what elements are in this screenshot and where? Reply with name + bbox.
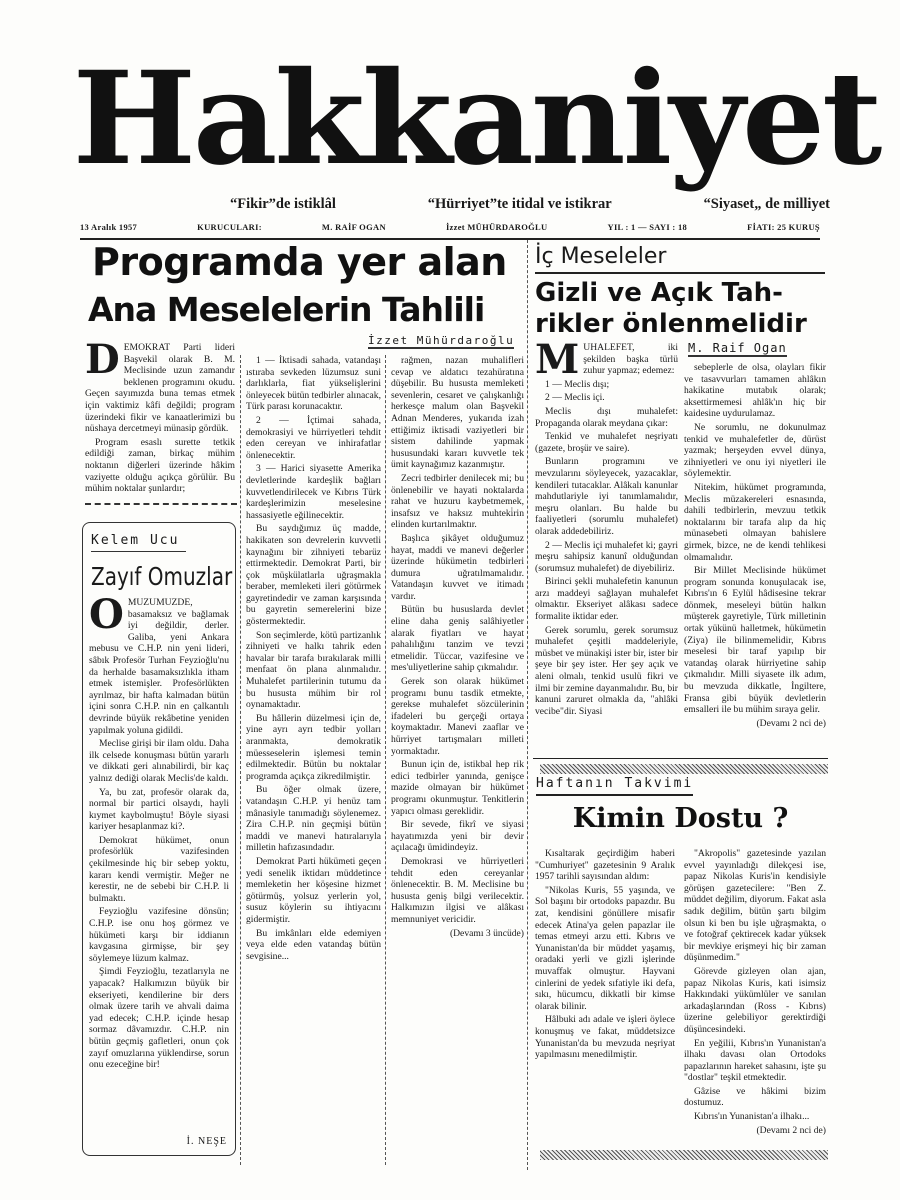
continued-note: (Devamı 2 nci de) [756, 1124, 826, 1136]
paragraph: Gerek son olarak hükümet programı bunu tasdik etmekte, gerekse muhalefet sözcülerinin ifadeleri bu gerçeği ortaya koymaktadır. Manevi zaaflar ve hürriyet tartışmaları milleti yormaktadır. [391, 676, 524, 757]
column-rule [527, 240, 528, 1170]
divider [85, 503, 237, 505]
takvim-headline: Kimin Dostu ? [572, 803, 789, 834]
paragraph: 2 — İçtimai sahada, demokrasiyi ve hürriyetleri tehdit eden cereyan ve inhirafatlar önlenecektir. [246, 414, 381, 461]
paragraph: Bu öğer olmak üzere, vatandaşın C.H.P. yi henüz tam mânasiyle tanımadığı söylenemez. Zira C.H.P. nin geçmişi bütün maddi ve manevi hatıralarıyla milletin hafızasındadır. [246, 784, 381, 854]
paragraph: Nitekim, hükümet programında, Meclis müzakereleri esnasında, dahili tedbirlerin, mevzuu tetkik noktalarını bir tarafa alıp da hiç münasebeti olmayan bahislere girmek, bizce, ne de kendi tehlikesi olmamalıdır. [684, 481, 826, 563]
slogan: “Siyaset„ de milliyet [703, 196, 830, 212]
section-label: Kelem Ucu [91, 533, 186, 552]
right-headline-line1: Gizli ve Açık Tah- [535, 278, 783, 308]
right-column-1 [535, 342, 678, 755]
paragraph: Tenkid ve muhalefet neşriyatı (gazete, broşür ve saire). [535, 431, 678, 454]
paragraph: UHALEFET, iki şekilden başka türlü zuhur yapmaz; edemez: [583, 342, 678, 377]
masthead-title: Hakkaniyet [72, 44, 880, 194]
column-rule [240, 355, 241, 1165]
founders-label: KURUCULARI: [197, 222, 262, 232]
paragraph: Meclise girişi bir ilam oldu. Daha ilk celsede konuşması bütün yararlı ve dikkati geri alınabilirdi, bir kaç yalnız dediği olarak Meclis'de kaldı. [89, 738, 229, 784]
issue-number: YIL : 1 — SAYI : 18 [607, 222, 688, 232]
slogan: “Hürriyet”te itidal ve istikrar [427, 196, 612, 212]
paragraph: Son seçimlerde, kötü partizanlık zihniyeti ve halkı tahrik eden havalar bir tarafa bırakılarak milli menfaat ön plana alınmalıdır. Muhalefet partilerinin tutumu da bu hususta mühim bir rol oynamaktadır. [246, 629, 381, 711]
paragraph: Birinci şekli muhalefetin kanunun arzı maddeyi sağlayan muhalefet olmaktır. Ekseriyet alâkası sadece formalite iktidar eder. [535, 576, 678, 623]
lead-column-1 [85, 342, 235, 502]
paragraph: Ne sorumlu, ne dokunulmaz tenkid ve muhalefetler de, dürüst yazmak; herşeyden evvel dünya, zihniyetleri ve onu iyi niyetleri ile söylemektir. [684, 421, 826, 480]
price: FİATI: 25 KURUŞ [747, 222, 820, 232]
paragraph: Bu hâllerin düzelmesi için de, yine ayrı ayrı tedbir yolları aranmakta, demokratik müesseselerin işlemesi temin edilmektedir. Bütün bu noktalar programda açıkça zikredilmiştir. [246, 712, 381, 782]
continued-note: (Devamı 3 üncüde) [449, 927, 524, 939]
paragraph: Demokrasi ve hürriyetleri tehdit eden cereyanlar önlenecektir. B. M. Meclisine bu hususta geniş bilgi verilecektir. Halkımızın ilgisi ve alâkası memnuniyet vericidir. [391, 855, 524, 925]
info-row [80, 222, 820, 240]
takvim-column-2 [684, 848, 826, 1148]
lead-column-2 [246, 355, 381, 1165]
paragraph: Bütün bu hususlarda devlet eline daha geniş salâhiyetler alarak fiyatları ve hayat pahalılığını tanzim ve tevzi etmelidir. Tüccar, vazifesine ve mes'uliyetlerine sahip çıkmalıdır. [391, 604, 524, 674]
paragraph: Bunların programını ve mevzularını söyleyecek, yazacaklar, kendileri tutacaklar. Alâkalı kanunlar mahdutlariyle iyi tanımlamalıdır, meşru olanları. Bu halde bu faaliyetleri (sorumlu muhalefet) olarak addedebiliriz. [535, 456, 678, 537]
paragraph: 2 — Meclis içi. [545, 392, 605, 404]
lead-byline: İzzet Mühürdaroğlu [368, 334, 515, 347]
paragraph: Bu imkânları elde edemiyen veya elde eden vatandaş bütün sevgisine... [246, 927, 381, 962]
paragraph: Bunun için de, istikbal hep rik edici tedbirler yanında, genişce mazide olmayan bir hükümet programı okunmuştur. Tenkitlerin yapıcı olması gereklidir. [391, 759, 524, 817]
founder: M. RAİF OGAN [321, 222, 386, 232]
column-rule [385, 355, 386, 1165]
paragraph: Bir sevede, fikrî ve siyasi hayatımızda yeni bir devir açılacağı ümidindeyiz. [391, 819, 524, 854]
lead-headline-line1: Programda yer alan [92, 240, 507, 284]
paragraph: Demokrat hükümet, onun profesörlük vazifesinden çekilmesinde hiç bir sebep yoktu, kararı kendi vermiştir. Meğer ne kerestir, ne de sebebi bir C.H.P. li bulmaktı. [89, 834, 229, 904]
paragraph: Demokrat Parti hükümeti geçen yedi senelik iktidarı müddetince memleketin her köşesine hizmet götürmüş, yolsuz yerlerin yol, susuz köylerin su ihtiyacını gidermiştir. [246, 855, 381, 925]
paragraph: 1 — İktisadi sahada, vatandaşı ıstıraba sevkeden lüzumsuz suni darlıklarla, fiat yükselişlerini önleyecek bütün tedbirler alınacak, Türk parası korunacaktır. [246, 355, 381, 413]
column-title: Zayıf Omuzlar [91, 562, 233, 591]
issue-date: 13 Aralık 1957 [80, 222, 138, 232]
divider [535, 272, 825, 274]
paragraph: 1 — Meclis dışı; [545, 378, 610, 390]
column-body [83, 597, 235, 1127]
paragraph: Hâlbuki adı adale ve işleri öylece konuşmuş ve fakat, müddetsizce Yunanistan'da bu mevzuda neşriyat yapılmasını menedilmiştir. [535, 1014, 675, 1061]
right-headline-line2: rikler önlenmelidir [535, 309, 807, 339]
section-label: Haftanın Takvimi [536, 776, 693, 796]
paragraph: 2 — Meclis içi muhalefet ki; gayri meşru sahipsiz kanunî olduğundan (sorumsuz muhalefet) de diyebiliriz. [535, 539, 678, 574]
section-label: İç Meseleler [535, 244, 667, 269]
paragraph: En yeğilii, Kıbrıs'ın Yunanistan'a ilhakı davası olan Ortodoks papazlarının hareket sahasını, işte şu "dostlar" teşkil etmektedir. [684, 1037, 826, 1084]
paragraph: "Akropolis" gazetesinde yazılan evvel yayınladığı dilekçesi ise, papaz Nikolas Kuris'in kendisiyle görüşen gazetecilere: "Ben Z. müddet değilim, diyorum. Fakat asla sadık değilim, bütün şartı bilgim olsun ki ben bu işle uğraşmakta, o ve fotoğraf çektirecek kadar yüksek bir mevkiye erişmeyi hiç bir zaman düşünmedim." [684, 848, 826, 964]
paragraph: Ya, bu zat, profesör olarak da, normal bir partici olsaydı, hayli kıymet kaybolmuştu! Böyle siyasi kariyer hesaplanmaz ki?. [89, 786, 229, 833]
paragraph: Gâzise ve hâkimi bizim dostumuz. [684, 1085, 826, 1109]
right-column-2 [684, 362, 826, 755]
drop-cap: M [535, 342, 580, 383]
continued-note: (Devamı 2 nci de) [756, 717, 826, 729]
hatched-rule [540, 764, 828, 774]
paragraph: MUZUMUZDE, basamaksız ve bağlamak iyi değildir, derler. Galiba, yeni Ankara mebusu ve C.H.P. nin yeni lideri, sâbık Profesör Turhan Feyzioğlu'nu da herhalde basamaksızlıkla itham etmek istemişler. Profesörlükten ayrılmaz, bir hafta kalmadan bütün içini sonra C.H.P. nin en çalkantılı devrinde büyük rekâbetine yeniden yapılmak yoluna gidildi. [89, 597, 229, 736]
paragraph: Program esaslı surette tetkik edildiği zaman, birkaç mühim noktanın diğerleri üzerinde hâkim vaziyette olduğu açıkça görülür. Bu mühim noktalar şunlardır; [85, 436, 235, 495]
right-byline: M. Raif Ogan [688, 341, 787, 355]
paragraph: rağmen, nazan muhalifleri cevap ve aldatıcı tezahüratına düşebilir. Bu hususta memleketi sevenlerin, cesaret ve çalışkanlığı herkesçe malum olan Başvekil Adnan Menderes, yukarıda izah ettiğimiz iktisadi vaziyetleri bir sistem dahilinde yapmak hususundaki kararı kuvvetle tek ümit kaynağımız kazanmıştır. [391, 355, 524, 471]
lead-column-3 [391, 355, 524, 1165]
paragraph: Şimdi Feyzioğlu, tezatlarıyla ne yapacak? Halkımızın büyük bir ekseriyeti, kendilerine bir ders olmak üzere tarih ve ahvali daima yad edecek; C.H.P. içinde hesap sormaz dâvamızdır. C.H.P. nin bütün geçmiş gafletleri, onun çok zayıf omuzlarına yüklendirse, sorun onu ezeceğine bir! [89, 966, 229, 1071]
founder: İzzet MÜHÜRDAROĞLU [445, 222, 548, 232]
slogan: “Fikir”de istiklâl [230, 196, 336, 212]
paragraph: Başlıca şikâyet olduğumuz hayat, maddi ve manevi değerler üzerinde hükümetin tedbirleri dumura uğratılmamalıdır. Vatandaşın kuvvet ve itimadı vardır. [391, 532, 524, 602]
paragraph: Kıbrıs'ın Yunanistan'a ilhakı... [694, 1111, 810, 1123]
paragraph: Feyzioğlu vazifesine dönsün; C.H.P. ise onu hoş görmez ve hükümeti karşı bir iddianın kavgasına girmişse, bir şey söylemeye lüzum kalmaz. [89, 906, 229, 964]
paragraph: EMOKRAT Parti lideri Başvekil olarak B. M. Meclisinde uzun zamandır beklenen programını okudu. Geçen sayımızda buna temas etmek için vaktimiz kâfi değildi; program üzerindeki fikir ve kanaatlerimizi bu nüshaya dercetmeyi münasip gördük. [85, 342, 235, 435]
drop-cap: O [89, 597, 124, 638]
paragraph: "Nikolas Kuris, 55 yaşında, ve Sol başını bir ortodoks papazdır. Bu zat, kendisini gönüllere misafir edecek Atina'ya gelen papazlar ile temas etmeyi arzu etti. Kıbrıs ve Yunanistan'da bir müddet yaşamış, oradaki yerli ve gizli işlerinde muvaffak olmuştur. Hayvani cinlerini de yedek sıfatiyle iki defa, sıkı, hücumcu, dikkatli bir kimse olarak bilinir. [535, 884, 675, 1012]
slogans [230, 196, 830, 218]
paragraph: Gerek sorumlu, gerek sorumsuz muhalefet çeşitli maddeleriyle, müsbet ve münakişi ister bir, ister bir şeye bir şey ister. Her şey açık ve aleni olmalı, tenkid usulü fikri ve ilmi bir zemine dayanmalıdır. Bu, bir kanuni zaruret olmakla da, "ahlâki vecibe"dir. Siyasi [535, 624, 678, 717]
paragraph: Bir Millet Meclisinde hükümet program sonunda konuşulacak ise, Kıbrıs'ın 6 Eylül hâdisesine tekrar dönmek, meseleyi bütün halkın müşterek gayretiyle, Türk milletinin ortak yükünü halletmek, hükümetin (Ziya) ile bilinmemelidir, Kıbrıs meselesi bir taraf yapılıp bir vatandaş olarak hürriyetine sahip çıkmalıdır. Milli siyasete ilk adım, bu mevzuda dikkatle, İngiltere, Fransa gibi büyük devletlerin emsalleri ile bu mühim sıraya gelir. [684, 565, 826, 716]
paragraph: sebeplerle de olsa, olayları fikir ve tasavvurları tamamen ahlâkın hakikatine mutabık olarak; aksettirmemesi ahlâk'ın hiç bir kaidesine uydurulamaz. [684, 362, 826, 420]
takvim-column-1 [535, 848, 675, 1148]
paragraph: 3 — Harici siyasette Amerika devletlerinde kardeşlik bağları kuvvetlendirilecek ve Kıbrıs Türk kardeşlerimizin meselesine hassasiyetle eğilinecektir. [246, 463, 381, 521]
paragraph: Meclis dışı muhalefet: Propaganda olarak meydana çıkar: [535, 405, 678, 429]
paragraph: Bu saydığımız üç madde, hakikaten son devrelerin kuvvetli kaynağını bir zihniyeti tebarüz ettirmektedir. Demokrat Parti, bir çok müşkülatlarla uğraşmakla beraber, memleketi ileri götürmek gayretindedir ve zaman karşısında bu gayretin semerelerini bize göstermektedir. [246, 523, 381, 628]
column-box-kelam-ucu [82, 522, 236, 1156]
signature: İ. NEŞE [184, 1136, 227, 1147]
drop-cap: D [85, 342, 120, 383]
divider [533, 758, 828, 759]
hatched-rule [540, 1150, 828, 1160]
paragraph: Kısaltarak geçirdiğim haberi "Cumhuriyet" gazetesinin 9 Aralık 1957 tarihli sayısından aldım: [535, 848, 675, 883]
paragraph: Görevde gizleyen olan ajan, papaz Nikolas Kuris, kati isimsiz Hakkındaki yükümlüler ve sanılan arkadaşlarından (Ross - Kıbrıs) üzerine gelebiliyor gerektirdiği düşüncesindeki. [684, 965, 826, 1035]
paragraph: Zecri tedbirler denilecek mi; bu önlenebilir ve hayati noktalarda rahat ve huzuru kaybetmemek, insafsız ve haksız muhteki̇rin elinden kurtarılmaktır. [391, 472, 524, 531]
lead-headline-line2: Ana Meselelerin Tahlili [88, 290, 485, 329]
